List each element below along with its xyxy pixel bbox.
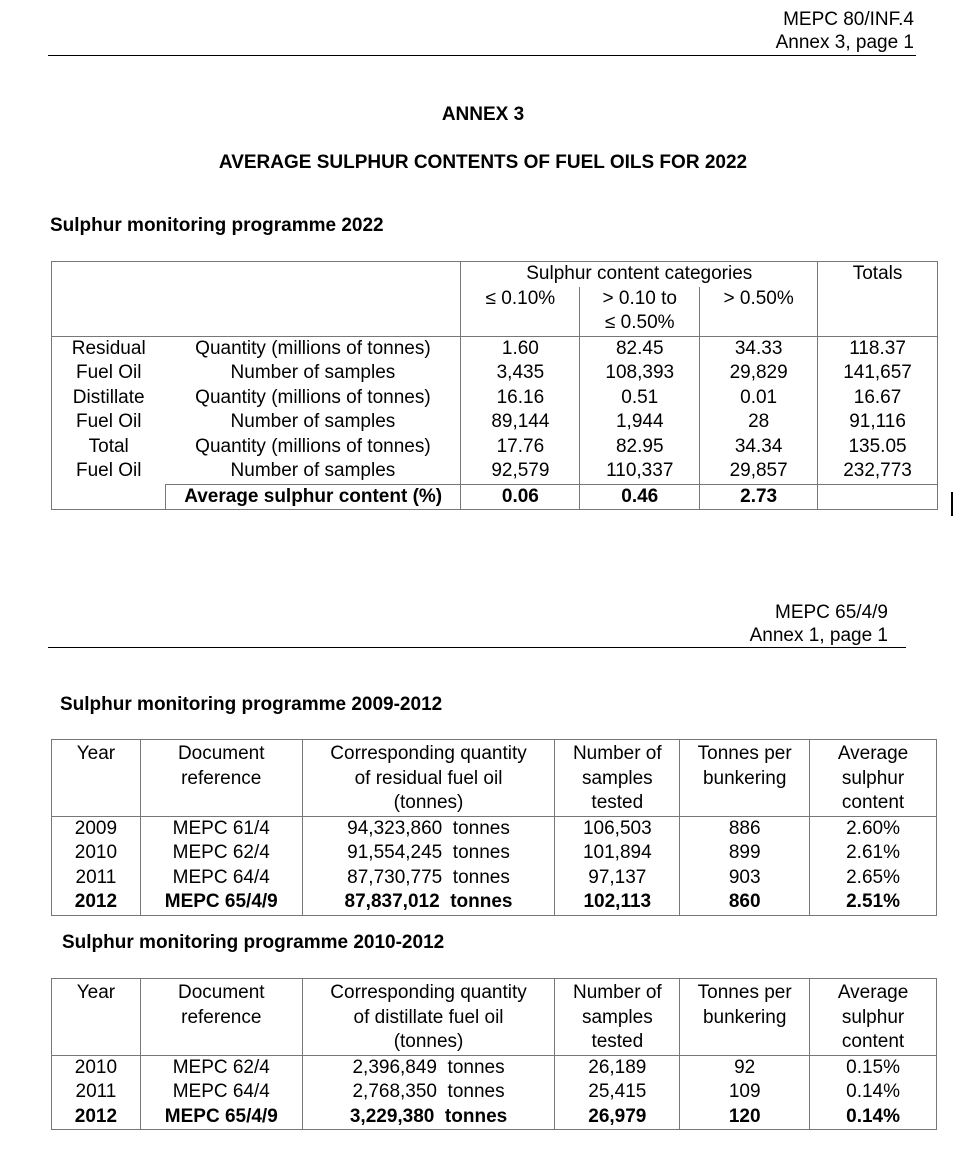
category-header: > 0.10 to [580,287,700,312]
group-label: Residual [52,336,166,361]
table-cell: 2.51% [810,890,937,915]
table-cell: 2012 [52,890,141,915]
table-cell: 135.05 [818,435,938,460]
table-cell: MEPC 64/4 [140,866,302,891]
sulphur-2022-table [51,261,938,510]
table-cell: 28 [700,410,818,435]
table-cell: 2011 [52,866,141,891]
table-cell: 29,857 [700,459,818,484]
column-header: Year [52,740,141,817]
table-row [52,1105,937,1130]
row-label: Quantity (millions of tonnes) [165,386,461,411]
table-cell: MEPC 62/4 [140,841,302,866]
section-heading-2010-2012: Sulphur monitoring programme 2010-2012 [62,932,445,953]
totals-header: Totals [818,262,938,337]
column-header: Corresponding quantity of residual fuel oil (tonnes) [302,740,555,817]
group-label: Fuel Oil [52,459,166,484]
table-cell: 141,657 [818,361,938,386]
table-cell: 97,137 [555,866,680,891]
table-cell: 29,829 [700,361,818,386]
table-cell: 1,944 [580,410,700,435]
table-cell: 110,337 [580,459,700,484]
table-cell: 120 [680,1105,810,1130]
table-cell: 2011 [52,1080,141,1105]
table-row [52,866,937,891]
table-cell: 16.67 [818,386,938,411]
annex-title: ANNEX 3 [441,104,525,125]
column-header: Document reference [140,979,302,1056]
table-row [52,1055,937,1080]
table-cell: 2010 [52,841,141,866]
column-header: Average sulphur content [810,979,937,1056]
document-symbol-2: MEPC 65/4/9 [775,602,888,623]
row-label: Number of samples [165,410,461,435]
table-cell: 2.61% [810,841,937,866]
row-label: Number of samples [165,361,461,386]
column-header: Tonnes per bunkering [680,979,810,1056]
table-cell: 903 [680,866,810,891]
category-header: ≤ 0.50% [580,311,700,336]
table-cell: 87,730,775 tonnes [302,866,555,891]
category-header: ≤ 0.10% [461,287,580,337]
table-cell: 0.51 [580,386,700,411]
section-heading-2009-2012: Sulphur monitoring programme 2009-2012 [60,694,443,715]
table-cell: 118.37 [818,336,938,361]
table-cell: 17.76 [461,435,580,460]
table-cell: 91,554,245 tonnes [302,841,555,866]
row-label: Number of samples [165,459,461,484]
section-heading-2022: Sulphur monitoring programme 2022 [50,215,384,236]
text-cursor [951,492,953,516]
table-cell: 34.33 [700,336,818,361]
table-cell: MEPC 64/4 [140,1080,302,1105]
row-label: Quantity (millions of tonnes) [165,435,461,460]
table-cell: 26,979 [555,1105,680,1130]
average-label: Average sulphur content (%) [165,484,461,510]
empty-corner [52,262,461,337]
table-cell: 1.60 [461,336,580,361]
table-cell: 2010 [52,1055,141,1080]
table-cell: 3,435 [461,361,580,386]
table-cell: 92 [680,1055,810,1080]
row-label: Quantity (millions of tonnes) [165,336,461,361]
annex-page: Annex 3, page 1 [775,32,914,53]
table-cell: 0.14% [810,1080,937,1105]
table-cell: 25,415 [555,1080,680,1105]
table-cell: 91,116 [818,410,938,435]
table-cell: 34.34 [700,435,818,460]
table-row [52,816,937,841]
table-cell: 3,229,380 tonnes [302,1105,555,1130]
header-rule [48,55,916,56]
table-cell: 232,773 [818,459,938,484]
table-row [52,841,937,866]
group-label: Fuel Oil [52,361,166,386]
group-header: Sulphur content categories [461,262,818,287]
table-cell: 899 [680,841,810,866]
category-header: > 0.50% [700,287,818,337]
table-cell: 2009 [52,816,141,841]
table-cell: 860 [680,890,810,915]
table-cell: 0.15% [810,1055,937,1080]
page-title: AVERAGE SULPHUR CONTENTS OF FUEL OILS FOR 2022 [218,152,748,173]
table-cell: 2012 [52,1105,141,1130]
column-header: Number of samples tested [555,979,680,1056]
table-cell: 89,144 [461,410,580,435]
average-cell: 0.46 [580,484,700,510]
table-cell: 108,393 [580,361,700,386]
table-cell: MEPC 65/4/9 [140,1105,302,1130]
average-cell: 0.06 [461,484,580,510]
table-cell: 16.16 [461,386,580,411]
table-cell: 87,837,012 tonnes [302,890,555,915]
document-header [776,8,914,54]
document-symbol: MEPC 80/INF.4 [783,9,914,30]
empty-cell [52,484,166,510]
table-cell: 2.60% [810,816,937,841]
table-cell: 102,113 [555,890,680,915]
column-header: Corresponding quantity of distillate fuel oil (tonnes) [302,979,555,1056]
table-cell: 106,503 [555,816,680,841]
header-rule-2 [48,647,906,648]
table-cell: MEPC 61/4 [140,816,302,841]
table-cell: 94,323,860 tonnes [302,816,555,841]
table-cell: 0.14% [810,1105,937,1130]
table-cell: 26,189 [555,1055,680,1080]
table-row [52,1080,937,1105]
table-cell: 82.45 [580,336,700,361]
average-cell: 2.73 [700,484,818,510]
table-row [52,890,937,915]
empty-cell [818,484,938,510]
column-header: Number of samples tested [555,740,680,817]
table-cell: 0.01 [700,386,818,411]
table-cell: 82.95 [580,435,700,460]
column-header: Tonnes per bunkering [680,740,810,817]
column-header: Year [52,979,141,1056]
annex-page-2: Annex 1, page 1 [749,625,888,646]
table-cell: 2.65% [810,866,937,891]
document-header-2 [750,601,888,647]
table-cell: 101,894 [555,841,680,866]
group-label: Total [52,435,166,460]
column-header: Average sulphur content [810,740,937,817]
table-cell: 886 [680,816,810,841]
distillate-fuel-table [51,978,937,1130]
group-label: Fuel Oil [52,410,166,435]
table-cell: MEPC 65/4/9 [140,890,302,915]
residual-fuel-table [51,739,937,916]
table-cell: MEPC 62/4 [140,1055,302,1080]
column-header: Document reference [140,740,302,817]
table-cell: 92,579 [461,459,580,484]
table-cell: 109 [680,1080,810,1105]
table-cell: 2,396,849 tonnes [302,1055,555,1080]
group-label: Distillate [52,386,166,411]
table-cell: 2,768,350 tonnes [302,1080,555,1105]
